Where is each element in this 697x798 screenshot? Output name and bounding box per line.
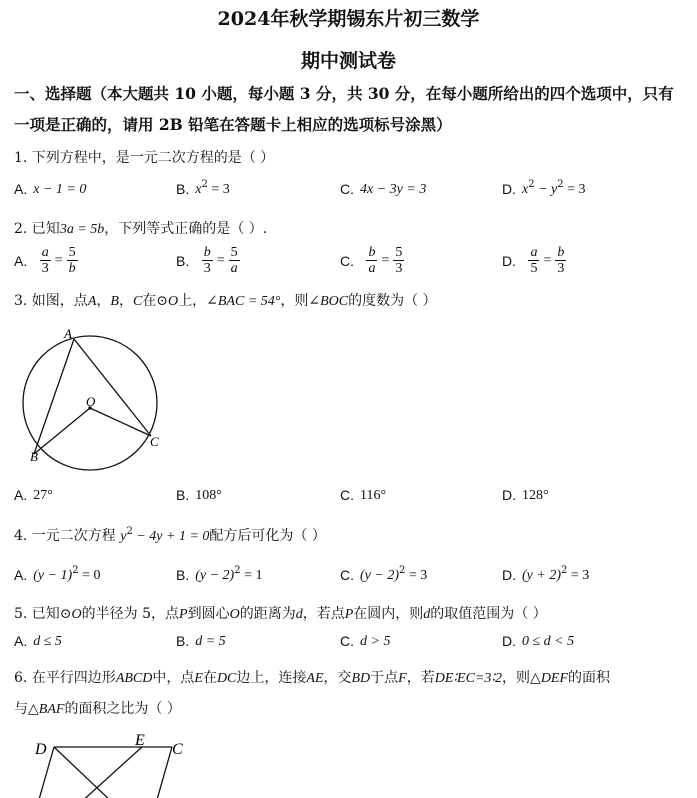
q2-option-c: C. $\frac{b}{a}$ = $\frac{5}{3}$ — [340, 245, 403, 276]
page-subtitle: 期中测试卷 — [300, 50, 396, 72]
fraction: $\frac{5}{3}$ — [395, 245, 403, 276]
q5-stem: 5. 已知⊙O的半径为 5，点P到圆心O的距离为d，若点P在圆内，则d的取值范围为（ ） — [14, 606, 547, 622]
label-o: O — [86, 394, 96, 409]
q2-option-b: B. $\frac{b}{3}$ = $\frac{5}{a}$ — [176, 245, 238, 276]
q3-stem: 3. 如图，点A，B，C在⊙O上，∠BAC = 54°，则∠BOC的度数为（ ） — [14, 293, 437, 309]
q6-stem-line2: 与△BAF的面积之比为（ ） — [14, 701, 181, 717]
section-heading-line2: 一项是正确的，请用 2B 铅笔在答题卡上相应的选项标号涂黑） — [14, 115, 452, 134]
label-e: E — [135, 732, 145, 749]
fraction: $\frac{b}{3}$ — [557, 245, 565, 276]
fraction: $\frac{5}{b}$ — [68, 245, 76, 276]
label-a: A — [64, 326, 72, 341]
page-title: 2024年秋学期锡东片初三数学 — [217, 8, 480, 30]
segment-ae — [80, 747, 142, 798]
q5-option-a: A. d ≤ 5 — [14, 633, 62, 649]
q1-option-a: A. x − 1 = 0 — [14, 181, 87, 197]
q3-option-d: D. 128° — [502, 487, 549, 503]
q2-stem: 2. 已知3a = 5b，下列等式正确的是（ ）. — [14, 221, 268, 237]
q5-option-d: D. 0 ≤ d < 5 — [502, 633, 575, 649]
q1-option-d: D. $x^2 - y^2 = 3$ — [502, 179, 586, 197]
q4-stem: 4. 一元二次方程 $y^2 - 4y + 1 = 0$配方后可化为（ ） — [14, 526, 326, 544]
q2-option-a: A. $\frac{a}{3}$ = $\frac{5}{b}$ — [14, 245, 76, 276]
segment-bd — [54, 747, 113, 798]
segment-ac — [74, 339, 151, 436]
section-heading-line1: 一、选择题（本大题共 10 小题，每小题 3 分，共 30 分，在每小题所给出的四个选项中，只有 — [14, 84, 674, 103]
segment-oc — [90, 408, 151, 436]
q6-stem-line1: 6. 在平行四边形ABCD中，点E在DC边上，连接AE，交BD于点F，若DE∶EC=3∶2，则△DEF的面积 — [14, 670, 611, 686]
q4-option-a: A. $(y - 1)^2 = 0$ — [14, 565, 101, 583]
q1-option-b: B. $x^2 = 3$ — [176, 179, 230, 197]
fraction: $\frac{a}{3}$ — [41, 245, 49, 276]
q5-option-c: C. d > 5 — [340, 633, 391, 649]
fraction: $\frac{b}{a}$ — [368, 245, 376, 276]
fraction: $\frac{5}{a}$ — [230, 245, 238, 276]
parallelogram-figure — [30, 728, 200, 798]
q1-stem: 1. 下列方程中，是一元二次方程的是（ ） — [14, 150, 275, 166]
label-c: C — [172, 741, 183, 758]
q1-option-c: C. 4x − 3y = 3 — [340, 181, 427, 197]
label-d: D — [35, 741, 47, 758]
circle-figure — [14, 322, 174, 472]
q3-option-b: B. 108° — [176, 487, 222, 503]
label-c: C — [150, 434, 159, 449]
fraction: $\frac{b}{3}$ — [203, 245, 211, 276]
q4-option-d: D. $(y + 2)^2 = 3$ — [502, 565, 590, 583]
q4-option-c: C. $(y - 2)^2 = 3$ — [340, 565, 428, 583]
q5-option-b: B. d = 5 — [176, 633, 226, 649]
label-b: B — [30, 449, 38, 464]
q3-option-a: A. 27° — [14, 487, 53, 503]
q4-option-b: B. $(y - 2)^2 = 1$ — [176, 565, 263, 583]
q2-option-d: D. $\frac{a}{5}$ = $\frac{b}{3}$ — [502, 245, 565, 276]
q3-option-c: C. 116° — [340, 487, 387, 503]
fraction: $\frac{a}{5}$ — [530, 245, 538, 276]
segment-cb — [156, 747, 172, 798]
